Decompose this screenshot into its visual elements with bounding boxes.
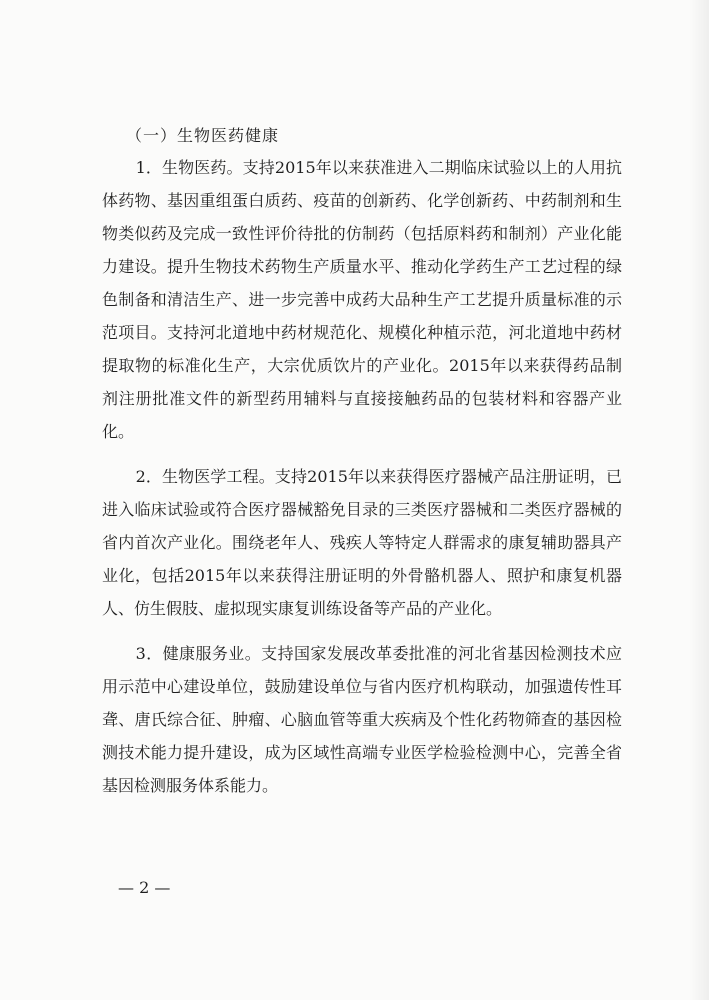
page-number: — 2 — xyxy=(118,878,171,897)
paragraph-biomedical-engineering: 2．生物医学工程。支持2015年以来获得医疗器械产品注册证明，已进入临床试验或符合医疗器械豁免目录的三类医疗器械和二类医疗器械的省内首次产业化。围绕老年人、残疾人等特定人群需求的康复辅助器具产业化，包括2015年以来获得注册证明的外骨骼机器人、照护和康复机器人、仿生假肢、虚拟现实康复训练设备等产品的产业化。 xyxy=(102,467,622,618)
section-heading: （一）生物医药健康 xyxy=(126,126,280,145)
page-body xyxy=(102,120,622,802)
paragraph-biomedicine: 1．生物医药。支持2015年以来获准进入二期临床试验以上的人用抗体药物、基因重组蛋白质药、疫苗的创新药、化学创新药、中药制剂和生物类似药及完成一致性评价待批的仿制药（包括原料药和制剂）产业化能力建设。提升生物技术药物生产质量水平、推动化学药生产工艺过程的绿色制备和清洁生产、进一步完善中成药大品种生产工艺提升质量标准的示范项目。支持河北道地中药材规范化、规模化种植示范，河北道地中药材提取物的标准化生产，大宗优质饮片的产业化。2015年以来获得药品制剂注册批准文件的新型药用辅料与直接接触药品的包装材料和容器产业化。 xyxy=(102,158,622,441)
paragraph-health-services: 3．健康服务业。支持国家发展改革委批准的河北省基因检测技术应用示范中心建设单位，鼓励建设单位与省内医疗机构联动，加强遗传性耳聋、唐氏综合征、肿瘤、心脑血管等重大疾病及个性化药物筛查的基因检测技术能力提升建设，成为区域性高端专业医学检验检测中心，完善全省基因检测服务体系能力。 xyxy=(102,644,622,795)
